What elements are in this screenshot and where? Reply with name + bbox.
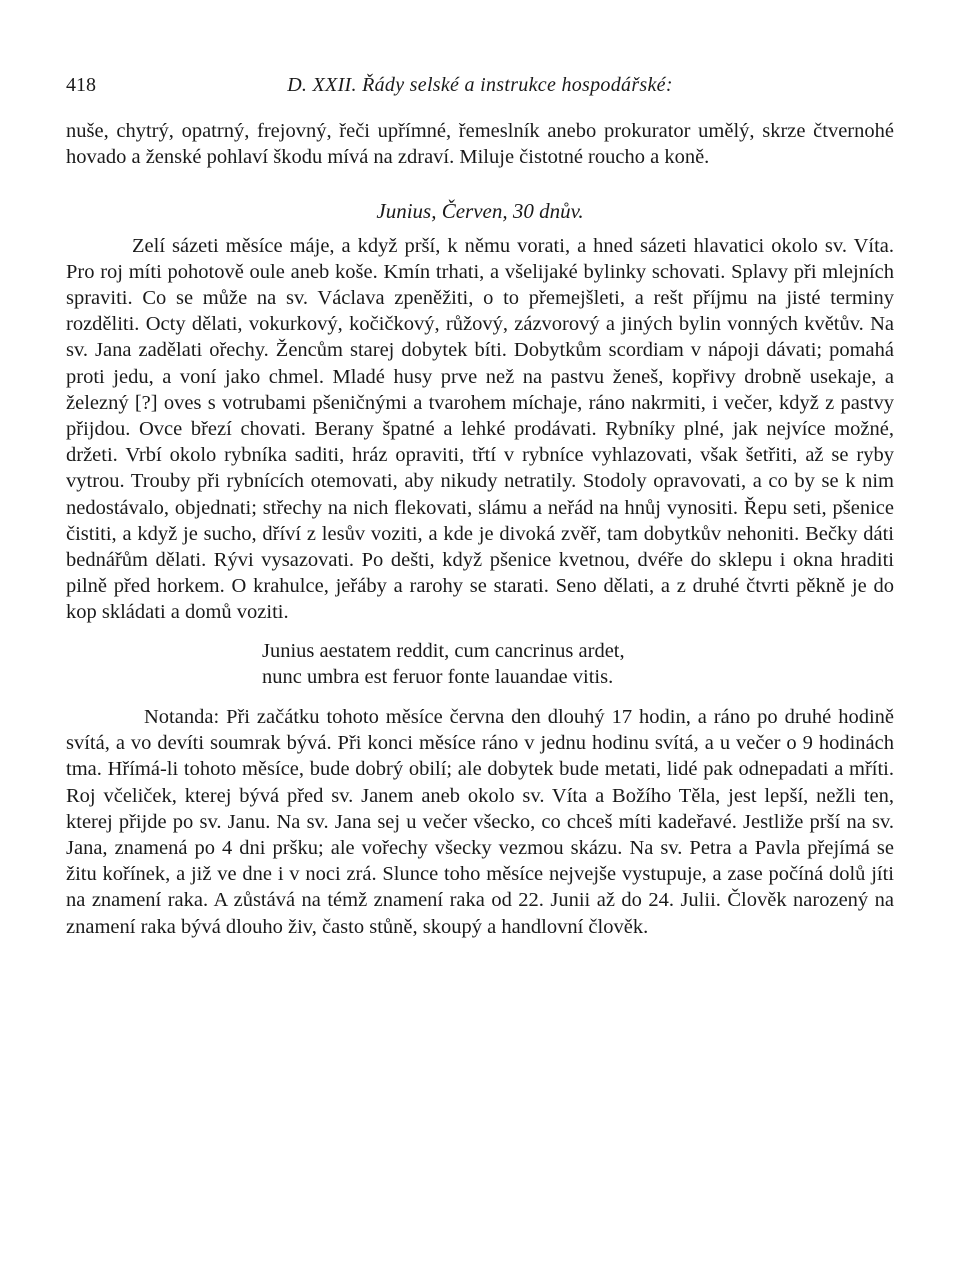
- running-head: D. XXII. Řády selské a instrukce hospodářské:: [287, 74, 673, 96]
- main-paragraph: Zelí sázeti měsíce máje, a když prší, k němu vorati, a hned sázeti hlavatici okolo sv. Víta. Pro roj míti pohotově oule aneb koše. Kmín trhati, a všelijaké bylinky schovati. Splavy při mlejních spraviti. Co se může na sv. Václava zpeněžiti, o to přemejšleti, a rešt příjmu na jisté terminy rozděliti. Octy dělati, vokurkový, kočičkový, růžový, zázvorový a jiných bylin vonných květův. Na sv. Jana zadělati ořechy. Žencům starej dobytek bíti. Dobytkům scordiam v nápoji dávati; pomahá proti jedu, a voní jako chmel. Mladé husy prve než na pastvu ženeš, kopřivy drobně usekaje, a železný [?] oves s votrubami pšeničnými a tvarohem míchaje, ráno nakrmiti, i večer, když z pastvy přijdou. Ovce březí chovati. Berany špatné a lehké prodávati. Rybníky plné, jak nejvíce možné, držeti. Vrbí okolo rybníka saditi, hráz opraviti, třtí v rybníce vyhlazovati, však šetřiti, až se ryby vytrou. Trouby při rybnících otemovati, aby nikudy netratily. Stodoly opravovati, a co by se k nim nedostávalo, objednati; střechy na nich flekovati, slámu a neřád na hnůj vynositi. Řepu seti, pšenice čistiti, a když je sucho, dříví z lesův voziti, a kde je divoká zvěř, tam dobytkův nehoniti. Bečky dáti bednářům dělati. Rývi vysazovati. Po dešti, když pšenice kvetnou, dvéře do sklepu i okna hraditi pilně před horkem. O krahulce, jeřáby a rarohy se starati. Seno dělati, a z druhé čtvrti pěkně je do kop skládati a domů voziti.: [66, 234, 894, 624]
- notanda-paragraph: Notanda: Při začátku tohoto měsíce června den dlouhý 17 hodin, a ráno po druhé hodině svítá, a vo devíti soumrak bývá. Při konci měsíce ráno v jednu hodinu svítá, a u večer o 9 hodinách tma. Hřímá-li tohoto měsíce, bude dobrý obilí; ale dobytek bude metati, lidé pak odnepadati a mříti. Roj včeliček, kterej bývá před sv. Janem aneb okolo sv. Víta a Božího Těla, jest lepší, nežli ten, kterej přijde po sv. Janu. Na sv. Jana sej u večer všecko, co chceš míti kadeřavé. Jestliže prší na sv. Jana, znamená po 4 dni pršku; ale vořechy všecky vezmou skázu. Na sv. Petra a Pavla přejímá se žitu kořínek, a již ve dne i v noci zrá. Slunce toho měsíce nejvejše vystupuje, a zase počíná dolů jíti na znamení raka. A zůstává na témž znamení raka od 22. Junii až do 24. Julii. Člověk narozený na znamení raka bývá dlouho živ, často stůně, skoupý a handlovní člověk.: [66, 706, 894, 938]
- page-number: 418: [66, 74, 96, 96]
- body-text: [66, 118, 894, 940]
- page-header: [66, 70, 894, 100]
- verse-line-1: Junius aestatem reddit, cum cancrinus ardet,: [262, 639, 625, 662]
- latin-verse: [66, 638, 894, 690]
- intro-paragraph: nuše, chytrý, opatrný, frejovný, řeči upřímné, řemeslník anebo prokurator umělý, skrze čtvernohé hovado a ženské pohlaví škodu mívá na zdraví. Miluje čistotné roucho a koně.: [66, 120, 894, 169]
- verse-line-2: nunc umbra est feruor fonte lauandae vitis.: [262, 665, 614, 688]
- section-heading: Junius, Červen, 30 dnův.: [376, 199, 584, 224]
